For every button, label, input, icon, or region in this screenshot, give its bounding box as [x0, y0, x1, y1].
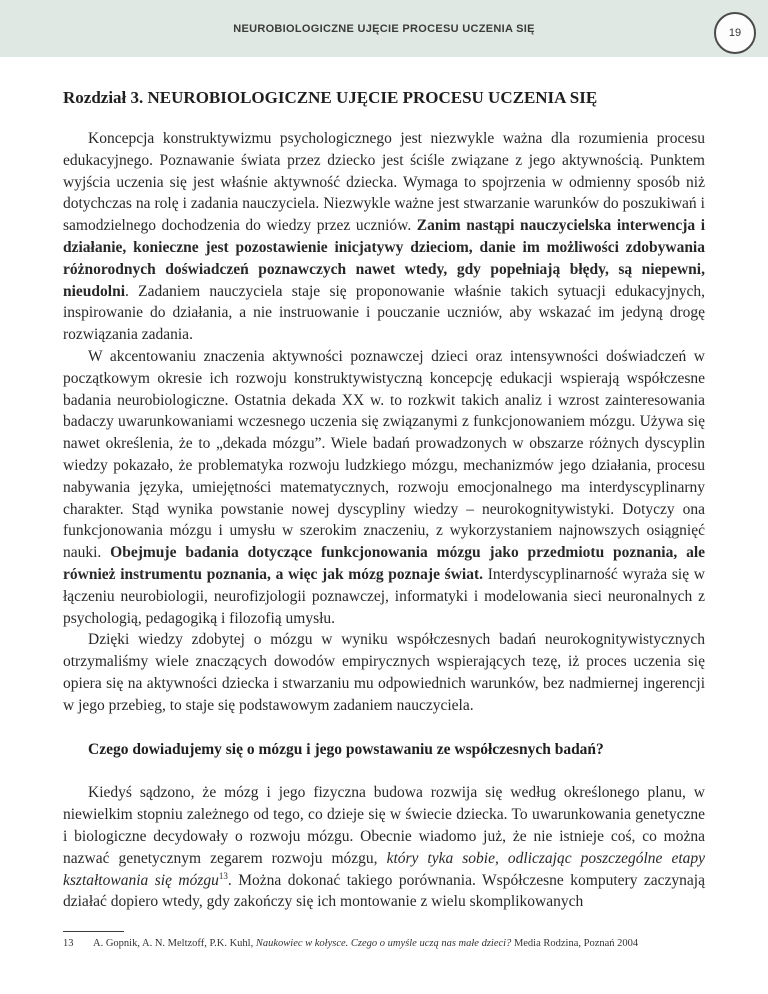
page-number-badge	[714, 12, 756, 54]
footnote-area	[63, 931, 705, 950]
text-run-bold: Obejmuje badania dotyczące funkcjonowania mózgu jako przedmiotu poznania, ale również instrumentu poznania, a więc jak mózg poznaje świat.	[63, 544, 706, 583]
running-header-title: NEUROBIOLOGICZNE UJĘCIE PROCESU UCZENIA SIĘ	[233, 22, 535, 35]
page-number: 19	[728, 27, 742, 39]
running-header	[0, 0, 768, 57]
paragraph-1	[63, 128, 705, 346]
text-run-regular: Kiedyś sądzono, że mózg i jego fizyczna budowa rozwija się według określonego planu, w niewielkim stopniu zależnego od tego, co dzieje się w świecie dziecka. To uwarunkowania genetyczne i biologiczne decydowały o rozwoju mózgu. Obecnie wiadomo już, że nie istnieje coś, co można nazwać genetycznym zegarem rozwoju mózgu,	[63, 784, 705, 867]
text-run-regular: Media Rodzina, Poznań 2004	[511, 938, 639, 949]
chapter-heading: Rozdział 3. NEUROBIOLOGICZNE UJĘCIE PROCESU UCZENIA SIĘ	[63, 88, 598, 107]
page-body	[63, 57, 705, 913]
text-blocks	[63, 128, 705, 913]
text-run-regular: . Można dokonać takiego porównania. Współczesne komputery zaczynają działać dopiero wtedy, gdy zakończy się ich montowanie z wielu skomplikowanych	[63, 871, 705, 911]
footnote	[63, 937, 705, 950]
paragraph-2	[63, 346, 705, 629]
text-run-italic: który tyka sobie, odliczając poszczególne etapy kształtowania się mózgu	[63, 849, 706, 889]
text-run-italic: Naukowiec w kołysce. Czego o umyśle uczą nas małe dzieci?	[255, 938, 512, 949]
paragraph-5	[63, 782, 705, 913]
text-run-sup: 13	[218, 870, 228, 881]
text-run-regular: Dzięki wiedzy zdobytej o mózgu w wyniku współczesnych badań neurokognitywistycznych otrzymaliśmy wiele znaczących dowodów empirycznych wspierających tezę, iż proces uczenia się opiera się na aktywności dziecka i stwarzaniu mu odpowiednich warunków, bez nadmiernej ingerencji w jego przebieg, to staje się podstawowym zadaniem nauczyciela.	[63, 631, 705, 714]
text-run-regular: A. Gopnik, A. N. Meltzoff, P.K. Kuhl,	[93, 938, 256, 949]
paragraph-3	[63, 629, 705, 716]
footnote-divider	[63, 931, 124, 932]
text-run-regular: Koncepcja konstruktywizmu psychologicznego jest niezwykle ważna dla rozumienia procesu edukacyjnego. Poznawanie świata przez dziecko jest ściśle związane z jego aktywnością. Punktem wyjścia uczenia się jest właśnie aktywność dziecka. Wymaga to spojrzenia w odmienny sposób niż dotychczas na rolę i zadania nauczyciela. Niezwykle ważne jest stwarzanie warunków do poszukiwań i samodzielnego dochodzenia do wiedzy przez uczniów.	[63, 130, 705, 235]
footnote-text	[93, 937, 705, 950]
text-run-bold: Zanim nastąpi nauczycielska interwencja i działanie, konieczne jest pozostawienie inicjatywy dzieciom, danie im możliwości zdobywania różnorodnych doświadczeń poznawczych nawet wtedy, gdy popełniają błędy, są niepewni, nieudolni	[63, 217, 705, 300]
footnote-number: 13	[63, 938, 74, 949]
text-run-regular: W akcentowaniu znaczenia aktywności poznawczej dzieci oraz intensywności doświadczeń w początkowym okresie ich rozwoju konstruktywistyczną koncepcję edukacji wspierają współczesne badania neurobiologiczne. Ostatnia dekada XX w. to rozkwit takich analiz i wzrost zainteresowania badaczy uwarunkowaniami wczesnego uczenia się związanymi z funkcjonowaniem mózgu. Używa się nawet określenia, że to „dekada mózgu”. Wiele badań prowadzonych w obszarze różnych dyscyplin wiedzy pokazało, że problematyka rozwoju ludzkiego mózgu, mechanizmów jego działania, procesu nabywania języka, umiejętności matematycznych, rozwoju emocjonalnego ma interdyscyplinarny charakter. Stąd wynika powstanie nowej dyscypliny wiedzy – neurokognitywistyki. Dotyczy ona funkcjonowania mózgu i umysłu w szerokim znaczeniu, z wykorzystaniem najnowszych osiągnięć nauki.	[63, 347, 705, 562]
section-subheading: Czego dowiadujemy się o mózgu i jego powstawaniu ze współczesnych badań?	[88, 740, 604, 758]
text-run-regular: . Zadaniem nauczyciela staje się proponowanie właśnie takich sytuacji edukacyjnych, inspirowanie do działania, a nie instruowanie i pouczanie uczniów, aby wskazać im jedyną drogę rozwiązania zadania.	[63, 282, 705, 344]
text-run-regular: Interdyscyplinarność wyraża się w łączeniu neurobiologii, neurofizjologii poznawczej, informatyki i modelowania sieci neuronalnych z psychologią, pedagogiką i filozofią umysłu.	[63, 565, 705, 627]
